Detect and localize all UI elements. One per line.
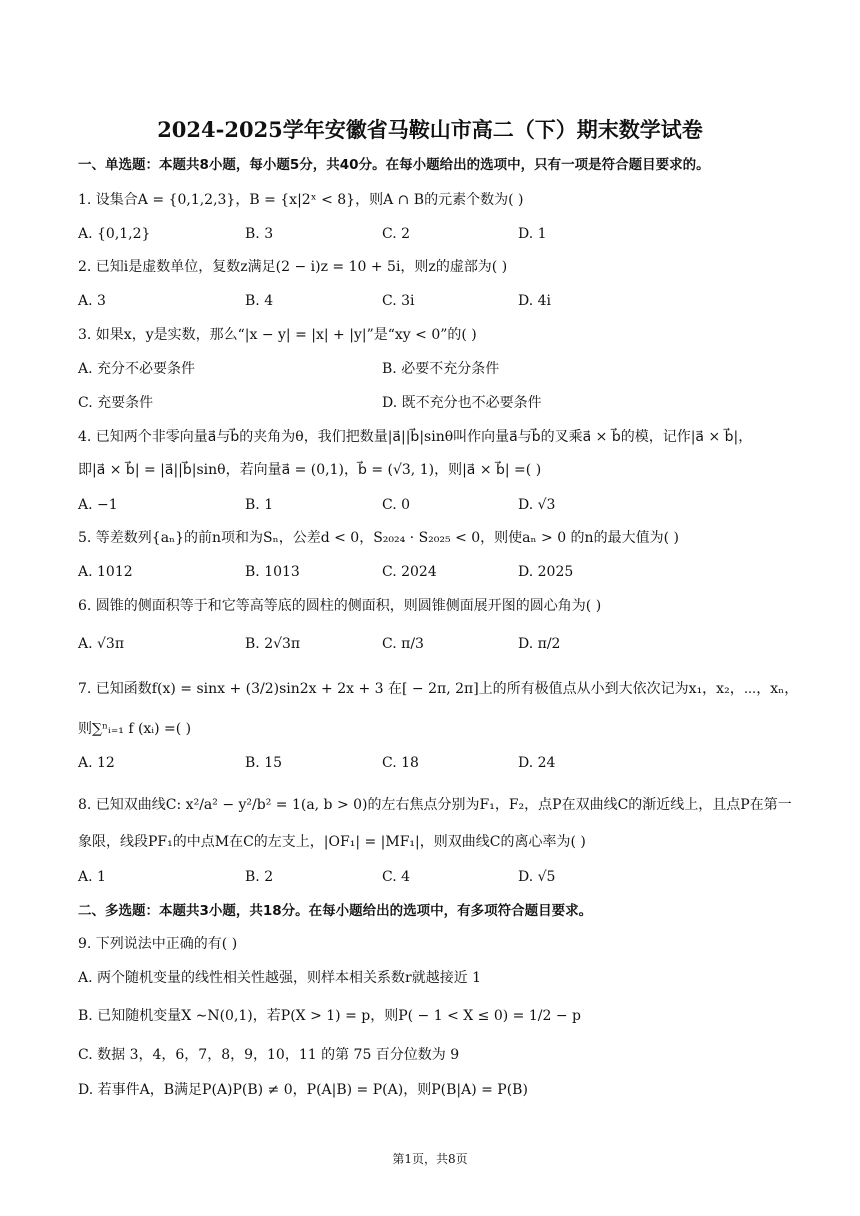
question-2-option-a: A. 3 [78,293,106,309]
question-9-option-c: C. 数据 3，4，6，7，8，9，10，11 的第 75 百分位数为 9 [78,1047,460,1063]
question-1-option-d: D. 1 [518,226,547,242]
question-4-option-b: B. 1 [245,497,274,513]
question-6-option-a: A. √3π [78,636,125,652]
question-8-stem-line-2: 象限，线段PF₁的中点M在C的左支上，|OF₁| = |MF₁|，则双曲线C的离心率为( ) [78,834,586,850]
question-2-option-d: D. 4i [518,293,552,309]
question-3-option-a: A. 充分不必要条件 [78,361,196,377]
question-2-stem: 2. 已知i是虚数单位，复数z满足(2 − i)z = 10 + 5i，则z的虚部为( ) [78,259,508,275]
question-7-option-c: C. 18 [382,755,419,771]
question-3-stem: 3. 如果x，y是实数，那么“|x − y| = |x| + |y|”是“xy < 0”的( ) [78,327,477,343]
question-4-option-d: D. √3 [518,497,556,513]
question-1-option-c: C. 2 [382,226,411,242]
question-8-option-b: B. 2 [245,869,274,885]
question-5-stem: 5. 等差数列{aₙ}的前n项和为Sₙ，公差d < 0，S₂₀₂₄ · S₂₀₂₅ < 0，则使aₙ > 0 的n的最大值为( ) [78,530,679,546]
question-8-option-a: A. 1 [78,869,106,885]
question-5-option-c: C. 2024 [382,564,437,580]
question-9-stem: 9. 下列说法中正确的有( ) [78,936,238,952]
question-2-option-c: C. 3i [382,293,415,309]
question-9-option-a: A. 两个随机变量的线性相关性越强，则样本相关系数r就越接近 1 [78,970,482,986]
question-9-option-d: D. 若事件A，B满足P(A)P(B) ≠ 0，P(A|B) = P(A)，则P(B|A) = P(B) [78,1082,528,1098]
question-3-option-c: C. 充要条件 [78,395,154,411]
question-5-option-d: D. 2025 [518,564,574,580]
question-6-option-d: D. π/2 [518,636,561,652]
question-7-option-a: A. 12 [78,755,115,771]
question-6-option-c: C. π/3 [382,636,424,652]
question-7-stem-line-2: 则∑ⁿᵢ₌₁ f (xᵢ) =( ) [78,721,192,737]
question-4-stem-line-1: 4. 已知两个非零向量a⃗与b⃗的夹角为θ，我们把数量|a⃗||b⃗|sinθ叫作向量a⃗与b⃗的叉乘a⃗ × b⃗的模，记作|a⃗ × b⃗|， [78,429,753,445]
question-8-stem-line-1: 8. 已知双曲线C: x²/a² − y²/b² = 1(a, b > 0)的左右焦点分别为F₁，F₂，点P在双曲线C的渐近线上，且点P在第一 [78,797,792,813]
question-3-option-d: D. 既不充分也不必要条件 [382,395,542,411]
question-4-option-c: C. 0 [382,497,411,513]
page-title: 2024-2025学年安徽省马鞍山市高二（下）期末数学试卷 [157,117,703,142]
question-1-stem: 1. 设集合A = {0,1,2,3}，B = {x|2ˣ < 8}，则A ∩ B的元素个数为( ) [78,192,524,208]
question-6-option-b: B. 2√3π [245,636,301,652]
question-7-option-b: B. 15 [245,755,283,771]
question-2-option-b: B. 4 [245,293,274,309]
section-heading-single-choice: 一、单选题：本题共8小题，每小题5分，共40分。在每小题给出的选项中，只有一项是符合题目要求的。 [78,157,710,173]
question-7-option-d: D. 24 [518,755,556,771]
section-heading-multiple-choice: 二、多选题：本题共3小题，共18分。在每小题给出的选项中，有多项符合题目要求。 [78,903,593,919]
question-1-option-a: A. {0,1,2} [78,226,151,242]
question-3-option-b: B. 必要不充分条件 [382,361,500,377]
page-number-footer: 第1页，共8页 [392,1152,468,1166]
question-5-option-b: B. 1013 [245,564,300,580]
question-4-option-a: A. −1 [78,497,118,513]
question-1-option-b: B. 3 [245,226,274,242]
question-9-option-b: B. 已知随机变量X ∼N(0,1)，若P(X > 1) = p，则P( − 1 < X ≤ 0) = 1/2 − p [78,1008,581,1024]
question-8-option-d: D. √5 [518,869,556,885]
question-7-stem-line-1: 7. 已知函数f(x) = sinx + (3/2)sin2x + 2x + 3 在[ − 2π, 2π]上的所有极值点从小到大依次记为x₁，x₂，⋯，xₙ， [78,681,799,697]
question-4-stem-line-2: 即|a⃗ × b⃗| = |a⃗||b⃗|sinθ，若向量a⃗ = (0,1)，b⃗ = (√3, 1)，则|a⃗ × b⃗| =( ) [78,462,542,478]
question-8-option-c: C. 4 [382,869,411,885]
question-6-stem: 6. 圆锥的侧面积等于和它等高等底的圆柱的侧面积，则圆锥侧面展开图的圆心角为( ) [78,598,602,614]
question-5-option-a: A. 1012 [78,564,133,580]
